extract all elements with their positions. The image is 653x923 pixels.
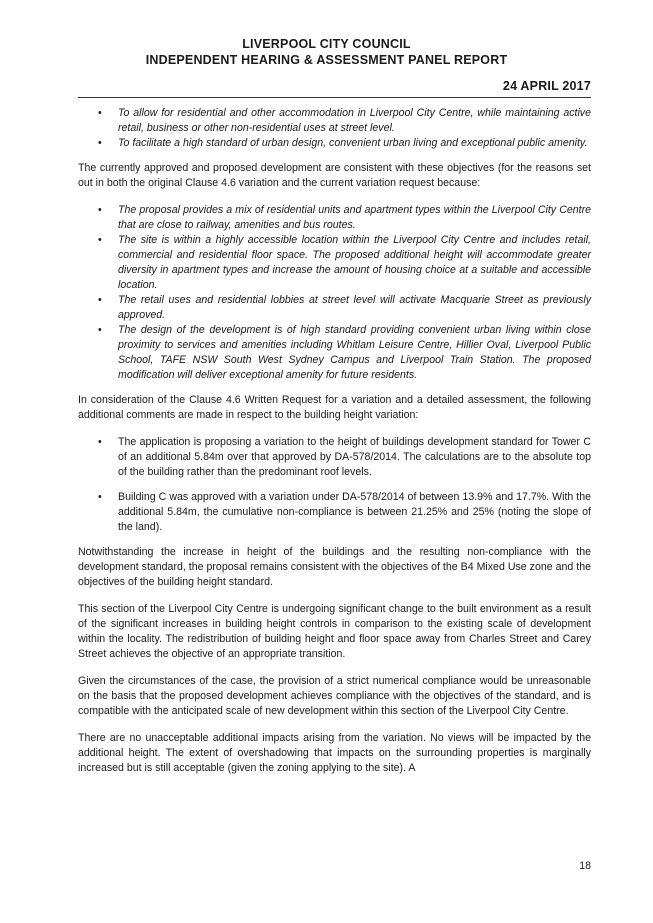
- list-item: [78, 106, 591, 136]
- bullet-icon: •: [98, 491, 102, 503]
- bullet-icon: •: [98, 137, 102, 149]
- list-item-text: The design of the development is of high standard providing convenient urban living within close proximity to services and amenities including Whitlam Leisure Centre, Hillier Oval, Liverpool Public School, TAFE NSW South West Sydney Campus and Liverpool Train Station. The proposed modification will deliver exceptional amenity for future residents.: [118, 324, 591, 381]
- comments-list: [78, 435, 591, 535]
- bullet-icon: •: [98, 204, 102, 216]
- list-item: [78, 233, 591, 293]
- bullet-icon: •: [98, 234, 102, 246]
- bullet-icon: •: [98, 324, 102, 336]
- list-item: [78, 203, 591, 233]
- list-item-text: The application is proposing a variation to the height of buildings development standard for Tower C of an additional 5.84m over that approved by DA-578/2014. The calculations are to the absolute top of the building rather than the predominant roof levels.: [118, 436, 591, 478]
- report-header: [0, 36, 653, 68]
- page-number: 18: [579, 860, 591, 872]
- list-item: [78, 490, 591, 535]
- paragraph-consideration: In consideration of the Clause 4.6 Written Request for a variation and a detailed assessment, the following additional comments are made in respect to the building height variation:: [78, 394, 591, 421]
- list-item-text: The retail uses and residential lobbies at street level will activate Macquarie Street as previously approved.: [118, 294, 591, 321]
- list-item: [78, 293, 591, 323]
- report-date: 24 APRIL 2017: [502, 79, 591, 93]
- council-name: LIVERPOOL CITY COUNCIL: [242, 37, 411, 51]
- header-divider: [78, 97, 591, 98]
- report-body: [78, 106, 591, 788]
- reasons-list: [78, 203, 591, 383]
- list-item-text: The site is within a highly accessible location within the Liverpool City Centre and includes retail, commercial and residential floor space. The proposed additional height will accommodate greater diversity in apartment types and increase the amount of housing choice at a suitable and accessible location.: [118, 234, 591, 291]
- objectives-list: [78, 106, 591, 151]
- list-item-text: To allow for residential and other accommodation in Liverpool City Centre, while maintaining active retail, business or other non-residential uses at street level.: [118, 107, 591, 134]
- bullet-icon: •: [98, 107, 102, 119]
- paragraph-consistency: The currently approved and proposed development are consistent with these objectives (for the reasons set out in both the original Clause 4.6 variation and the current variation request because:: [78, 162, 591, 189]
- paragraph-impacts: There are no unacceptable additional impacts arising from the variation. No views will be impacted by the additional height. The extent of overshadowing that impacts on the surrounding properties is marginally increased but is still acceptable (given the zoning applying to the site). A: [78, 732, 591, 774]
- list-item: [78, 136, 591, 151]
- list-item-text: To facilitate a high standard of urban design, convenient urban living and exceptional public amenity.: [118, 137, 588, 149]
- paragraph-section: This section of the Liverpool City Centre is undergoing significant change to the built environment as a result of the significant increases in building height controls in comparison to the existing scale of development within the locality. The redistribution of building height and floor space away from Charles Street and Carey Street achieves the objective of an appropriate transition.: [78, 603, 591, 660]
- bullet-icon: •: [98, 294, 102, 306]
- list-item-text: Building C was approved with a variation under DA-578/2014 of between 13.9% and 17.7%. With the additional 5.84m, the cumulative non-compliance is between 21.25% and 25% (noting the slope of the land).: [118, 491, 591, 533]
- paragraph-notwithstanding: Notwithstanding the increase in height of the buildings and the resulting non-compliance with the development standard, the proposal remains consistent with the objectives of the B4 Mixed Use zone and the objectives of the building height standard.: [78, 546, 591, 588]
- paragraph-given: Given the circumstances of the case, the provision of a strict numerical compliance would be unreasonable on the basis that the proposed development achieves compliance with the objectives of the standard, and is compatible with the anticipated scale of new development within this section of the Liverpool City Centre.: [78, 675, 591, 717]
- list-item-text: The proposal provides a mix of residential units and apartment types within the Liverpool City Centre that are close to railway, amenities and bus routes.: [118, 204, 591, 231]
- report-title: INDEPENDENT HEARING & ASSESSMENT PANEL REPORT: [145, 53, 508, 67]
- bullet-icon: •: [98, 436, 102, 448]
- list-item: [78, 323, 591, 383]
- list-item: [78, 435, 591, 480]
